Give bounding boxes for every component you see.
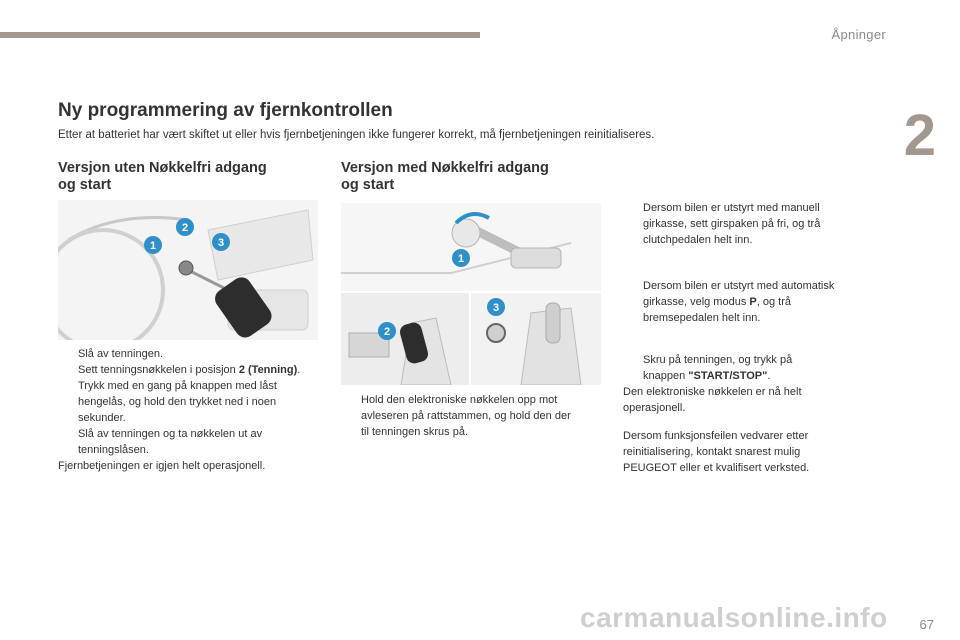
svg-text:2: 2 (181, 222, 189, 234)
page-number: 67 (919, 617, 934, 632)
svg-text:1: 1 (457, 253, 465, 265)
col1-instructions (58, 346, 328, 474)
col2-heading (341, 160, 549, 194)
closing-text: Fjernbetjeningen er igjen helt operasjonell. (58, 460, 266, 472)
svg-text:2: 2 (383, 326, 391, 338)
col1-heading-line1: Versjon uten Nøkkelfri adgang (58, 160, 267, 176)
illustration-start-stop-button (471, 293, 601, 385)
illustration-ignition-key (58, 200, 318, 340)
svg-text:3: 3 (217, 237, 225, 249)
chapter-number: 2 (903, 103, 936, 168)
step-item: Slå av tenningen og ta nøkkelen ut av tenningslåsen. (78, 428, 263, 456)
intro-text: Etter at batteriet har vært skiftet ut eller hvis fjernbetjeningen ikke fungerer korrekt, må fjernbetjeningen reinitialiseres. (58, 129, 655, 141)
col1-heading (58, 160, 267, 194)
page-title: Ny programmering av fjernkontrollen (58, 100, 393, 121)
callout-3-icon (212, 233, 230, 251)
col3-instructions: Dersom bilen er utstyrt med manuell girkasse, sett girspaken på fri, og trå clutchpedalen helt inn. Dersom bilen er utstyrt med automatisk girkasse, velg modus P, og trå bremsepedalen helt inn. Skru på tenningen, og trykk på knappen "START/STOP". Den elektroniske nøkkelen er nå helt operasjonell. Dersom funksjonsfeilen vedvarer etter reinitialisering, kontakt snarest mulig PEUGEOT eller et kvalifisert verksted. (623, 200, 883, 476)
step-item: Slå av tenningen. (78, 348, 164, 360)
illustration-key-in-hand (341, 293, 469, 385)
svg-text:1: 1 (149, 240, 157, 252)
step-item: Trykk med en gang på knappen med låst hengelås, og hold den trykket ned i noen sekunder. (78, 380, 277, 424)
col1-heading-line2: og start (58, 177, 112, 193)
col2-heading-line2: og start (341, 177, 395, 193)
svg-text:3: 3 (492, 302, 500, 314)
callout-1-icon (144, 236, 162, 254)
step-item: Hold den elektroniske nøkkelen opp mot avleseren på rattstammen, og hold den der til tenningen skrus på. (361, 394, 571, 438)
step-item: Dersom bilen er utstyrt med automatisk girkasse, velg modus P, og trå bremsepedalen helt inn. (643, 280, 835, 324)
section-title: Åpninger (831, 27, 886, 42)
col2-instructions (341, 392, 601, 440)
step-item: Sett tenningsnøkkelen i posisjon 2 (Tenning). (78, 364, 301, 376)
callout-2-icon (378, 322, 396, 340)
illustration-steering-column (341, 203, 601, 291)
callout-2-icon (176, 218, 194, 236)
callout-1-icon (452, 249, 470, 267)
header-accent-bar (0, 32, 480, 38)
col2-heading-line1: Versjon med Nøkkelfri adgang (341, 160, 549, 176)
callout-3-icon (487, 298, 505, 316)
step-item: Dersom bilen er utstyrt med manuell girkasse, sett girspaken på fri, og trå clutchpedalen helt inn. (643, 202, 821, 246)
step-item: Skru på tenningen, og trykk på knappen "START/STOP". (643, 354, 793, 382)
watermark: carmanualsonline.info (580, 602, 888, 633)
